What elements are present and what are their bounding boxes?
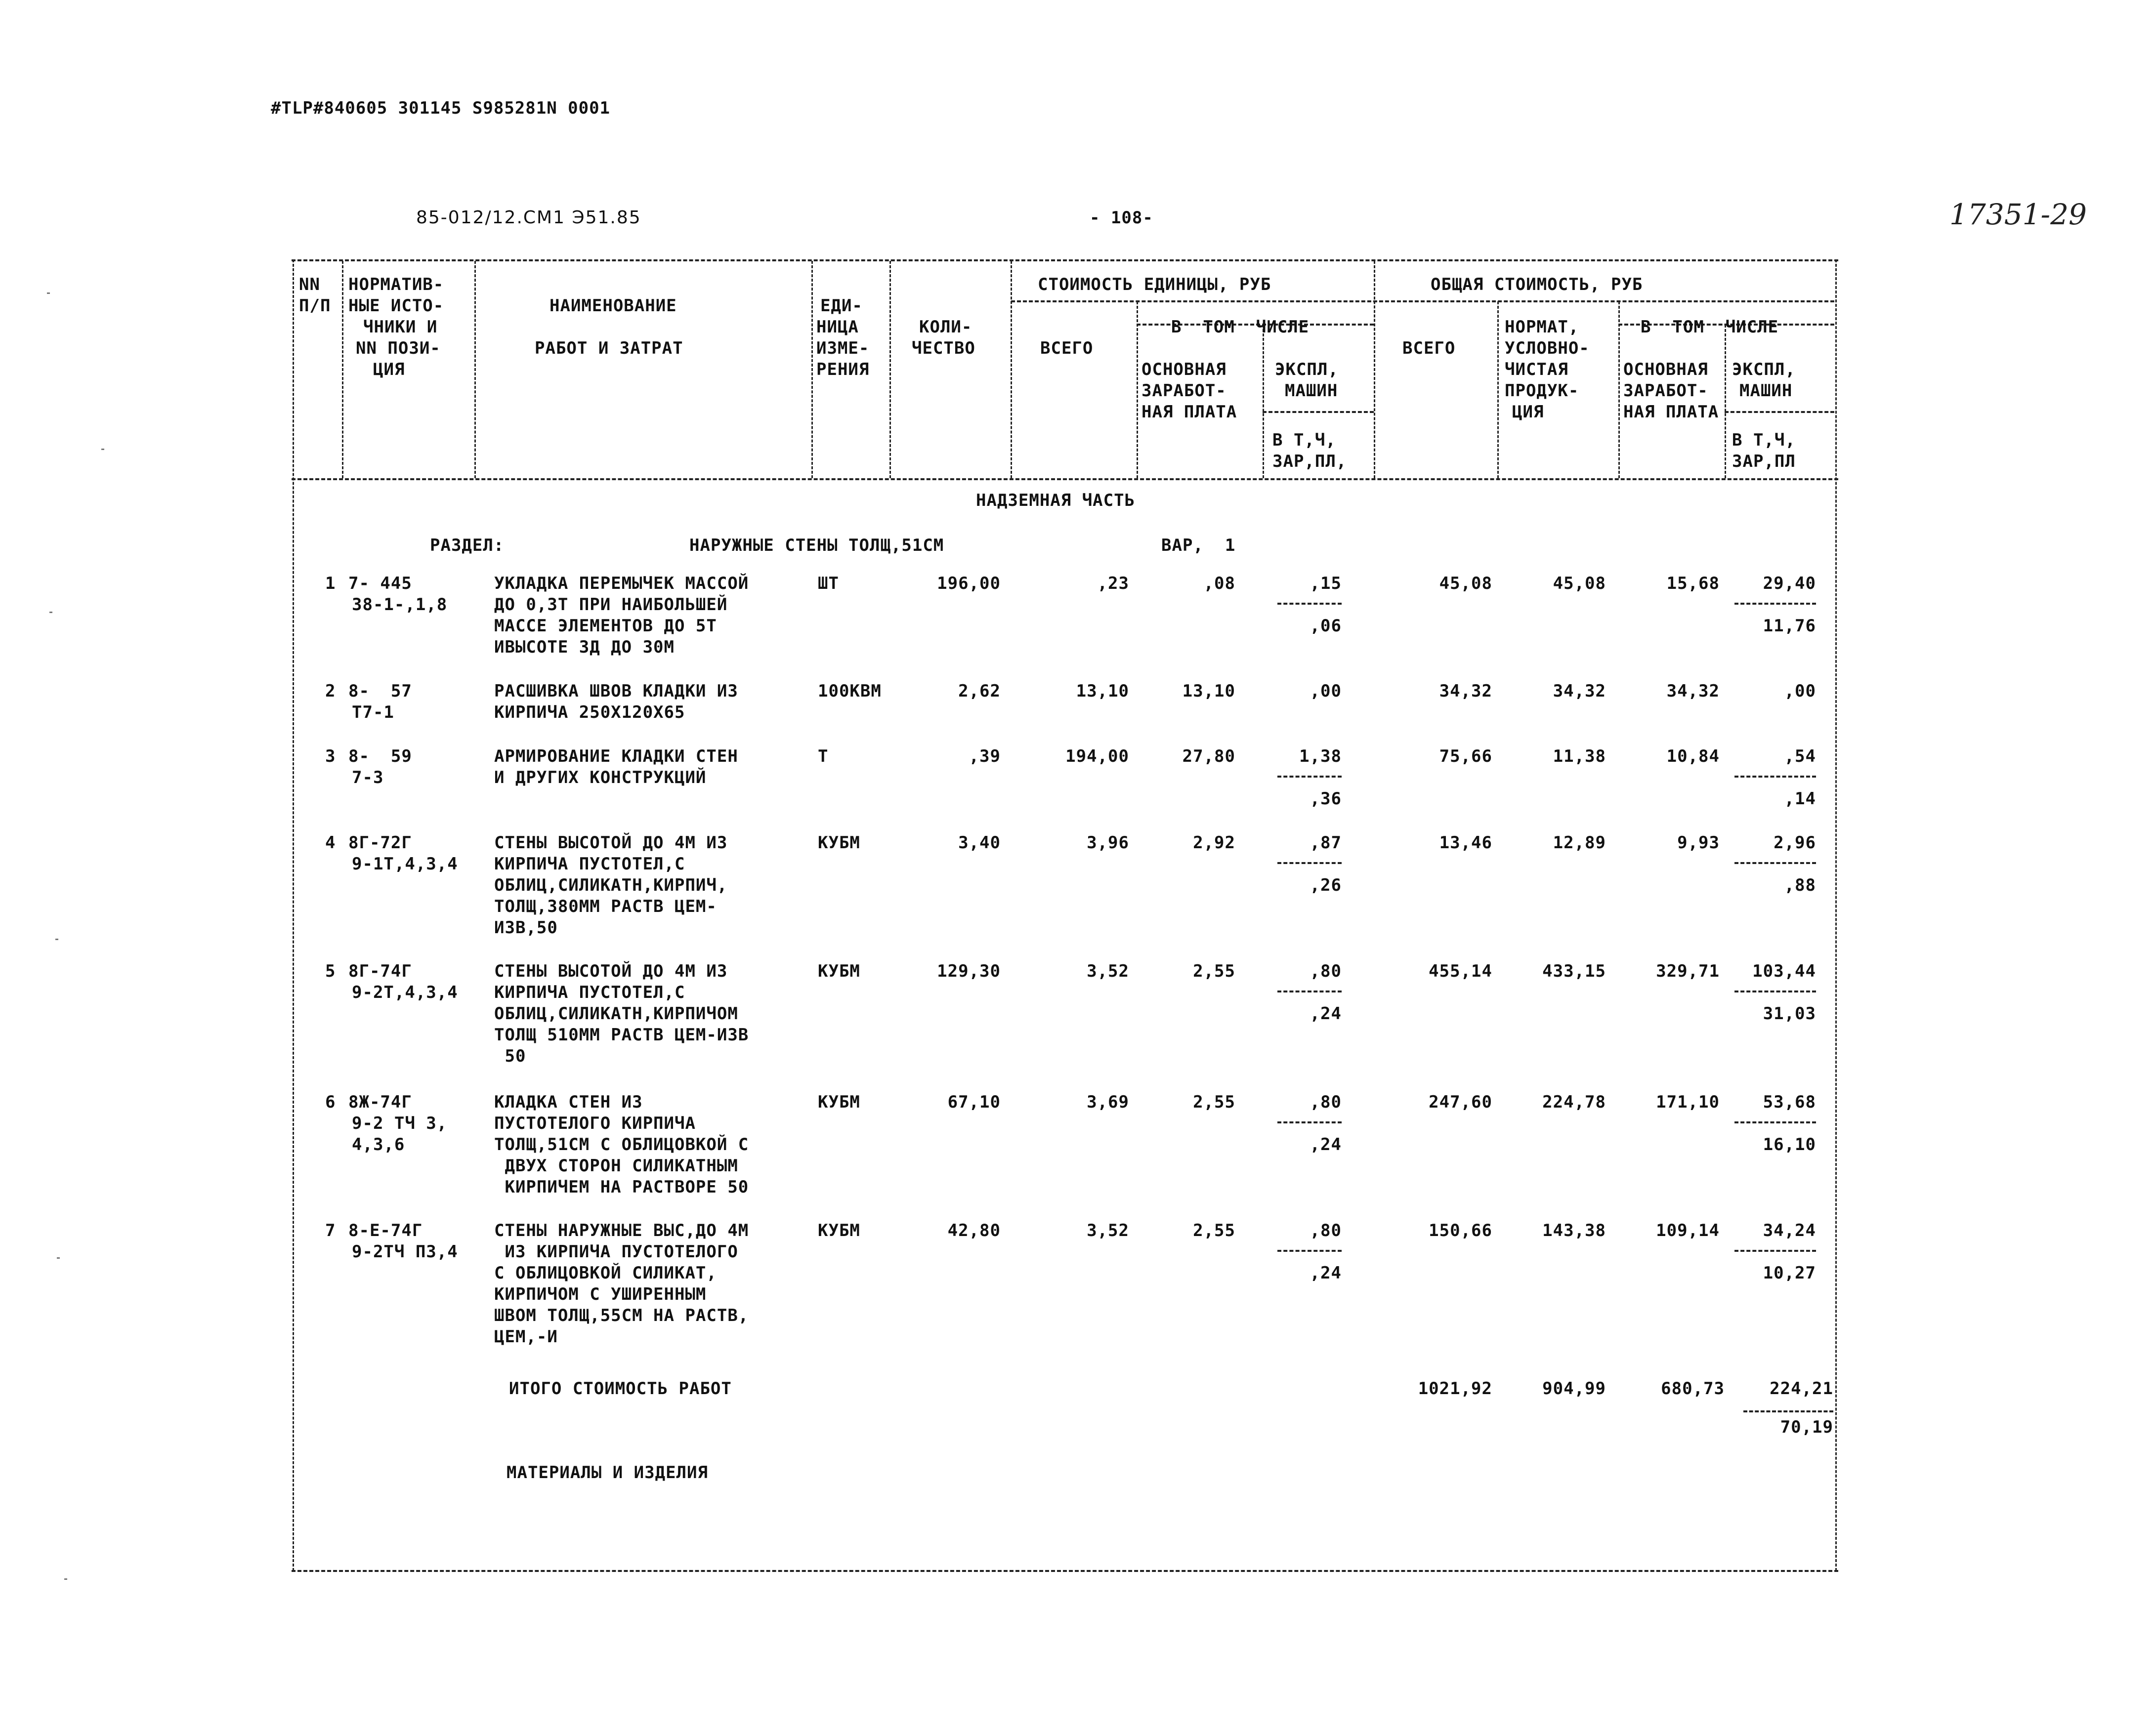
row-total-eks: ,54	[1784, 746, 1816, 766]
row-name-line: ТОЛЩ,51СМ С ОБЛИЦОВКОЙ С	[494, 1135, 749, 1155]
col-sep	[1725, 325, 1726, 478]
row-total-eks-separator	[1734, 990, 1816, 992]
row-norm-source: 38-1-,1,8	[352, 595, 448, 615]
row-total-eks-zp: 16,10	[1763, 1135, 1816, 1155]
scan-mark	[57, 1257, 60, 1259]
row-qty: 42,80	[947, 1221, 1001, 1240]
row-unit-eks: ,00	[1310, 681, 1342, 701]
row-qty: 129,30	[937, 961, 1001, 981]
row-unit-eks-zp: ,24	[1310, 1135, 1342, 1155]
row-total-eks: ,00	[1784, 681, 1816, 701]
row-total-eks-separator	[1734, 603, 1816, 605]
row-total-eks: 103,44	[1752, 961, 1816, 981]
col-sep	[1137, 301, 1138, 478]
row-name-line: ТОЛЩ 510ММ РАСТВ ЦЕМ-ИЗВ	[494, 1025, 749, 1045]
header-total-cost-title: ОБЩАЯ СТОИМОСТЬ, РУБ	[1431, 275, 1643, 294]
row-total-eks-separator	[1734, 1250, 1816, 1252]
row-name-line: КИРПИЧА ПУСТОТЕЛ,С	[494, 983, 685, 1002]
row-unit-osn: 2,92	[1193, 833, 1235, 853]
row-name-line: ШВОМ ТОЛЩ,55СМ НА РАСТВ,	[494, 1306, 749, 1325]
row-unit-eks-zp: ,06	[1310, 616, 1342, 636]
row-name-line: РАСШИВКА ШВОВ КЛАДКИ ИЗ	[494, 681, 738, 701]
row-total-osn: 34,32	[1666, 681, 1720, 701]
row-number: 6	[325, 1092, 336, 1112]
row-unit-eks: ,80	[1310, 1221, 1342, 1240]
row-unit-total: 3,52	[1087, 961, 1129, 981]
row-name-line: АРМИРОВАНИЕ КЛАДКИ СТЕН	[494, 746, 738, 766]
row-unit-total: 3,69	[1087, 1092, 1129, 1112]
row-name-line: 50	[494, 1046, 526, 1066]
top-code: #TLP#840605 301145 S985281N 0001	[271, 98, 611, 118]
handwritten-number: 17351-29	[1949, 198, 2087, 231]
row-qty: 67,10	[947, 1092, 1001, 1112]
row-name-line: ИЗ КИРПИЧА ПУСТОТЕЛОГО	[494, 1242, 738, 1262]
total-norm: 904,99	[1542, 1379, 1606, 1399]
row-norm-prod: 34,32	[1553, 681, 1606, 701]
total-osn: 680,73	[1661, 1379, 1725, 1399]
row-total-osn: 10,84	[1666, 746, 1720, 766]
section-title: НАДЗЕМНАЯ ЧАСТЬ	[976, 491, 1136, 510]
razdel-label: РАЗДЕЛ:	[430, 536, 505, 555]
row-unit-eks-zp: ,24	[1310, 1263, 1342, 1283]
row-unit-eks: 1,38	[1299, 746, 1342, 766]
row-unit-total: 3,96	[1087, 833, 1129, 853]
row-number: 7	[325, 1221, 336, 1240]
row-name-line: СТЕНЫ НАРУЖНЫЕ ВЫС,ДО 4М	[494, 1221, 749, 1240]
row-norm-source: 8-Е-74Г	[348, 1221, 423, 1240]
row-name-line: КИРПИЧОМ С УШИРЕННЫМ	[494, 1284, 707, 1304]
row-number: 5	[325, 961, 336, 981]
row-unit: КУБМ	[818, 1092, 860, 1112]
row-total-eks-separator	[1734, 1121, 1816, 1123]
row-unit-eks-separator	[1277, 1250, 1342, 1252]
row-total: 150,66	[1429, 1221, 1492, 1240]
row-unit-eks-separator	[1277, 1121, 1342, 1123]
row-total-eks-separator	[1734, 862, 1816, 864]
header-subdivider-eks	[1263, 411, 1374, 413]
row-total-eks: 2,96	[1774, 833, 1816, 853]
col-sep	[1374, 261, 1375, 478]
razdel-name: НАРУЖНЫЕ СТЕНЫ ТОЛЩ,51СМ	[689, 536, 944, 555]
row-unit-total: 194,00	[1065, 746, 1129, 766]
table-right-border	[1835, 259, 1837, 1571]
row-total-eks-zp: ,88	[1784, 875, 1816, 895]
row-unit-eks-separator	[1277, 776, 1342, 778]
row-name-line: С ОБЛИЦОВКОЙ СИЛИКАТ,	[494, 1263, 717, 1283]
row-name-line: ПУСТОТЕЛОГО КИРПИЧА	[494, 1114, 696, 1133]
row-total-osn: 15,68	[1666, 574, 1720, 593]
row-total-eks-zp: 31,03	[1763, 1004, 1816, 1024]
row-unit: КУБМ	[818, 961, 860, 981]
row-norm-prod: 45,08	[1553, 574, 1606, 593]
scan-mark	[49, 612, 52, 613]
header-total-vsego: ВСЕГО	[1402, 338, 1456, 358]
row-norm-source: 7-3	[352, 768, 384, 787]
row-unit: Т	[818, 746, 829, 766]
total-eks-separator	[1743, 1410, 1833, 1412]
row-name-line: ИВЫСОТЕ ЗД ДО 30М	[494, 637, 675, 657]
row-unit-total: 13,10	[1076, 681, 1129, 701]
header-unit-cost-title: СТОИМОСТЬ ЕДИНИЦЫ, РУБ	[1038, 275, 1271, 294]
row-name-line: СТЕНЫ ВЫСОТОЙ ДО 4М ИЗ	[494, 833, 728, 853]
total-eks-zp: 70,19	[1780, 1417, 1833, 1437]
row-norm-source: 9-2ТЧ П3,4	[352, 1242, 458, 1262]
col-sep	[1263, 325, 1264, 478]
row-name-line: ЦЕМ,-И	[494, 1327, 558, 1347]
row-name-line: СТЕНЫ ВЫСОТОЙ ДО 4М ИЗ	[494, 961, 728, 981]
header-total-v-tom-chisle: В ТОМ ЧИСЛЕ	[1641, 317, 1779, 337]
col-sep	[342, 261, 343, 478]
row-norm-source: Т7-1	[352, 702, 394, 722]
row-total-osn: 329,71	[1656, 961, 1720, 981]
row-name-line: МАССЕ ЭЛЕМЕНТОВ ДО 5Т	[494, 616, 717, 636]
row-unit-osn: 13,10	[1182, 681, 1235, 701]
row-unit-total: 3,52	[1087, 1221, 1129, 1240]
row-total: 34,32	[1439, 681, 1492, 701]
scan-mark	[55, 939, 58, 940]
row-unit-eks-zp: ,24	[1310, 1004, 1342, 1024]
row-total-eks-zp: 10,27	[1763, 1263, 1816, 1283]
col-sep	[1618, 301, 1620, 478]
row-unit-eks: ,15	[1310, 574, 1342, 593]
row-norm-source: 8- 57	[348, 681, 412, 701]
header-bottom-border	[292, 478, 1838, 480]
row-name-line: КЛАДКА СТЕН ИЗ	[494, 1092, 643, 1112]
row-name-line: ДО 0,3Т ПРИ НАИБОЛЬШЕЙ	[494, 595, 728, 615]
row-qty: 3,40	[958, 833, 1001, 853]
col-sep	[889, 261, 891, 478]
row-norm-source: 9-2Т,4,3,4	[352, 983, 458, 1002]
row-unit-osn: 2,55	[1193, 1092, 1235, 1112]
row-total: 75,66	[1439, 746, 1492, 766]
page-number: - 108-	[1090, 208, 1153, 228]
row-norm-source: 9-1Т,4,3,4	[352, 854, 458, 874]
row-unit-osn: ,08	[1203, 574, 1235, 593]
header-unit-vsego: ВСЕГО	[1040, 338, 1094, 358]
row-name-line: ОБЛИЦ,СИЛИКАТН,КИРПИЧОМ	[494, 1004, 738, 1024]
row-qty: ,39	[969, 746, 1001, 766]
page: #TLP#840605 301145 S985281N 0001 85-012/12.СМ1 Э51.85 - 108- 17351-29 NN П/П НОРМАТИВ- НЫЕ ИСТО- ЧНИКИ И NN ПОЗИ- ЦИЯ НАИМЕНОВАНИЕ РАБОТ И ЗАТРАТ ЕДИ- НИЦА ИЗМЕ- РЕНИЯ КОЛИ- ЧЕСТВО СТОИМОСТЬ ЕДИНИЦЫ, РУБ ОБЩАЯ СТОИМОСТЬ, РУБ ВСЕГО В ТОМ ЧИСЛЕ ОСНОВНАЯ ЗАРАБОТ- НАЯ ПЛАТА ЭКСПЛ, МАШИН В Т,Ч, ЗАР,ПЛ, ВСЕГО НОРМАТ, УСЛОВНО- ЧИСТАЯ ПРОДУК- ЦИЯ В ТОМ ЧИСЛЕ ОСНОВНАЯ ЗАРАБОТ- НАЯ ПЛАТА ЭКСПЛ, МАШИН В Т,Ч, ЗАР,ПЛ НАДЗЕМНАЯ ЧАСТЬ РАЗДЕЛ: НАРУЖНЫЕ СТЕНЫ ТОЛЩ,51СМ ВАР, 1 1 7- 445 38-1-,1,8 УКЛАДКА ПЕРЕМЫЧЕК МАССОЙ ДО 0,3Т ПРИ НАИБОЛЬШЕЙ МАССЕ ЭЛЕМЕНТОВ ДО 5Т ИВЫСОТЕ ЗД ДО 30М ШТ 196,00 ,23 ,08 ,15 ,06 45,08 45,08 15,68 29,40 11,76 2 8- 57 Т7-1 РАСШИВКА ШВОВ КЛАДКИ ИЗ КИРПИЧА 250Х120Х65 100КВМ 2,62 13,10 13,10 ,00 34,32 34,32 34,32 ,00 3 8- 59 7-3 АРМИРОВАНИЕ КЛАДКИ СТЕН И ДРУГИХ КОНСТРУКЦИЙ Т ,39 194,00 27,80 1,38 ,36 75,66 11,38 10,84 ,54 ,14 4 8Г-72Г 9-1Т,4,3,4 СТЕНЫ ВЫСОТОЙ ДО 4М ИЗ КИРПИЧА ПУСТОТЕЛ,С ОБЛИЦ,СИЛИКАТН,КИРПИЧ, ТОЛЩ,380ММ РАСТВ ЦЕМ- ИЗВ,50 КУБМ 3,40 3,96 2,92 ,87 ,26 13,46 12,89 9,93 2,96 ,88 5 8Г-74Г 9-2Т,4,3,4 СТЕНЫ ВЫСОТОЙ ДО 4М ИЗ КИРПИЧА ПУСТОТЕЛ,С ОБЛИЦ,СИЛИКАТН,КИРПИЧОМ ТОЛЩ 510ММ РАСТВ ЦЕМ-ИЗВ 50 КУБМ 129,30 3,52 2,55 ,80 ,24 455,14 433,15 329,71 103,44 31,03 6 8Ж-74Г 9-2 ТЧ 3, 4,3,6 КЛАДКА СТЕН ИЗ ПУСТОТЕЛОГО КИРПИЧА ТОЛЩ,51СМ С ОБЛИЦОВКОЙ С ДВУХ СТОРОН СИЛИКАТНЫМ КИРПИЧЕМ НА РАСТВОРЕ 50 КУБМ 67,10 3,69 2,55 ,80 ,24 247,60 224,78 171,10 53,68 16,10 7 8-Е-74Г 9-2ТЧ П3,4 СТЕНЫ НАРУЖНЫЕ ВЫС,ДО 4М ИЗ КИРПИЧА ПУСТОТЕЛОГО С ОБЛИЦОВКОЙ СИЛИКАТ, КИРПИЧОМ С УШИРЕННЫМ ШВОМ ТОЛЩ,55СМ НА РАСТВ, ЦЕМ,-И КУБМ 42,80 3,52 2,55 ,80 ,24 150,66 143,38 109,14 34,24 10,27 ИТОГО СТОИМОСТЬ РАБОТ 1021,92 904,99 680,73 224,21 70,19 МАТЕРИАЛЫ И ИЗДЕЛИЯ	[0, 0, 2156, 1733]
row-norm-source: 9-2 ТЧ 3,	[352, 1114, 448, 1133]
col-sep	[811, 261, 813, 478]
row-unit: 100КВМ	[818, 681, 882, 701]
row-total-eks: 29,40	[1763, 574, 1816, 593]
col-sep	[1497, 301, 1499, 478]
row-total-osn: 109,14	[1656, 1221, 1720, 1240]
row-total: 45,08	[1439, 574, 1492, 593]
row-total: 247,60	[1429, 1092, 1492, 1112]
row-unit-eks-separator	[1277, 862, 1342, 864]
row-number: 4	[325, 833, 336, 853]
row-unit-eks-zp: ,36	[1310, 789, 1342, 809]
row-name-line: ТОЛЩ,380ММ РАСТВ ЦЕМ-	[494, 897, 717, 916]
razdel-variant: ВАР, 1	[1161, 536, 1236, 555]
materials-label: МАТЕРИАЛЫ И ИЗДЕЛИЯ	[507, 1463, 708, 1483]
row-norm-source: 4,3,6	[352, 1135, 405, 1155]
row-norm-source: 7- 445	[348, 574, 412, 593]
row-number: 2	[325, 681, 336, 701]
row-name-line: УКЛАДКА ПЕРЕМЫЧЕК МАССОЙ	[494, 574, 749, 593]
row-total-osn: 171,10	[1656, 1092, 1720, 1112]
col-sep	[1011, 261, 1012, 478]
row-unit-eks-separator	[1277, 990, 1342, 992]
row-name-line: КИРПИЧА 250Х120Х65	[494, 702, 685, 722]
row-unit-osn: 2,55	[1193, 1221, 1235, 1240]
row-total-eks: 34,24	[1763, 1221, 1816, 1240]
row-total-eks-zp: 11,76	[1763, 616, 1816, 636]
row-unit-eks-zp: ,26	[1310, 875, 1342, 895]
total-eks: 224,21	[1770, 1379, 1833, 1399]
scan-mark	[47, 292, 50, 294]
table-left-border	[293, 259, 294, 1571]
row-unit-eks: ,87	[1310, 833, 1342, 853]
row-norm-source: 8Ж-74Г	[348, 1092, 412, 1112]
header-subdivider	[1011, 300, 1834, 302]
row-name-line: КИРПИЧА ПУСТОТЕЛ,С	[494, 854, 685, 874]
row-unit: КУБМ	[818, 1221, 860, 1240]
row-norm-prod: 224,78	[1542, 1092, 1606, 1112]
row-norm-source: 8Г-72Г	[348, 833, 412, 853]
row-norm-prod: 11,38	[1553, 746, 1606, 766]
row-name-line: КИРПИЧЕМ НА РАСТВОРЕ 50	[494, 1177, 749, 1197]
row-total-eks: 53,68	[1763, 1092, 1816, 1112]
table-bottom-border	[292, 1570, 1838, 1572]
row-total-eks-zp: ,14	[1784, 789, 1816, 809]
row-unit-osn: 27,80	[1182, 746, 1235, 766]
row-norm-prod: 12,89	[1553, 833, 1606, 853]
row-name-line: ИЗВ,50	[494, 918, 558, 938]
row-number: 1	[325, 574, 336, 593]
row-norm-source: 8Г-74Г	[348, 961, 412, 981]
row-unit: ШТ	[818, 574, 839, 593]
scan-mark	[101, 449, 104, 450]
row-name-line: ОБЛИЦ,СИЛИКАТН,КИРПИЧ,	[494, 875, 728, 895]
header-unit-v-tom-chisle: В ТОМ ЧИСЛЕ	[1171, 317, 1310, 337]
row-total-eks-separator	[1734, 776, 1816, 778]
total-label: ИТОГО СТОИМОСТЬ РАБОТ	[509, 1379, 732, 1399]
header-subdivider-eks2	[1725, 411, 1834, 413]
col-sep	[474, 261, 476, 478]
row-norm-prod: 143,38	[1542, 1221, 1606, 1240]
row-total: 13,46	[1439, 833, 1492, 853]
total-total: 1021,92	[1418, 1379, 1492, 1399]
row-unit-eks-separator	[1277, 603, 1342, 605]
row-total-osn: 9,93	[1677, 833, 1720, 853]
doc-number: 85-012/12.СМ1 Э51.85	[416, 207, 641, 228]
row-unit-eks: ,80	[1310, 961, 1342, 981]
row-unit-total: ,23	[1097, 574, 1129, 593]
row-qty: 2,62	[958, 681, 1001, 701]
row-number: 3	[325, 746, 336, 766]
row-norm-prod: 433,15	[1542, 961, 1606, 981]
row-total: 455,14	[1429, 961, 1492, 981]
row-unit: КУБМ	[818, 833, 860, 853]
table-top-border	[292, 259, 1838, 261]
scan-mark	[64, 1578, 67, 1580]
row-qty: 196,00	[937, 574, 1001, 593]
row-norm-source: 8- 59	[348, 746, 412, 766]
row-unit-osn: 2,55	[1193, 961, 1235, 981]
row-unit-eks: ,80	[1310, 1092, 1342, 1112]
row-name-line: ДВУХ СТОРОН СИЛИКАТНЫМ	[494, 1156, 738, 1176]
row-name-line: И ДРУГИХ КОНСТРУКЦИЙ	[494, 768, 707, 787]
